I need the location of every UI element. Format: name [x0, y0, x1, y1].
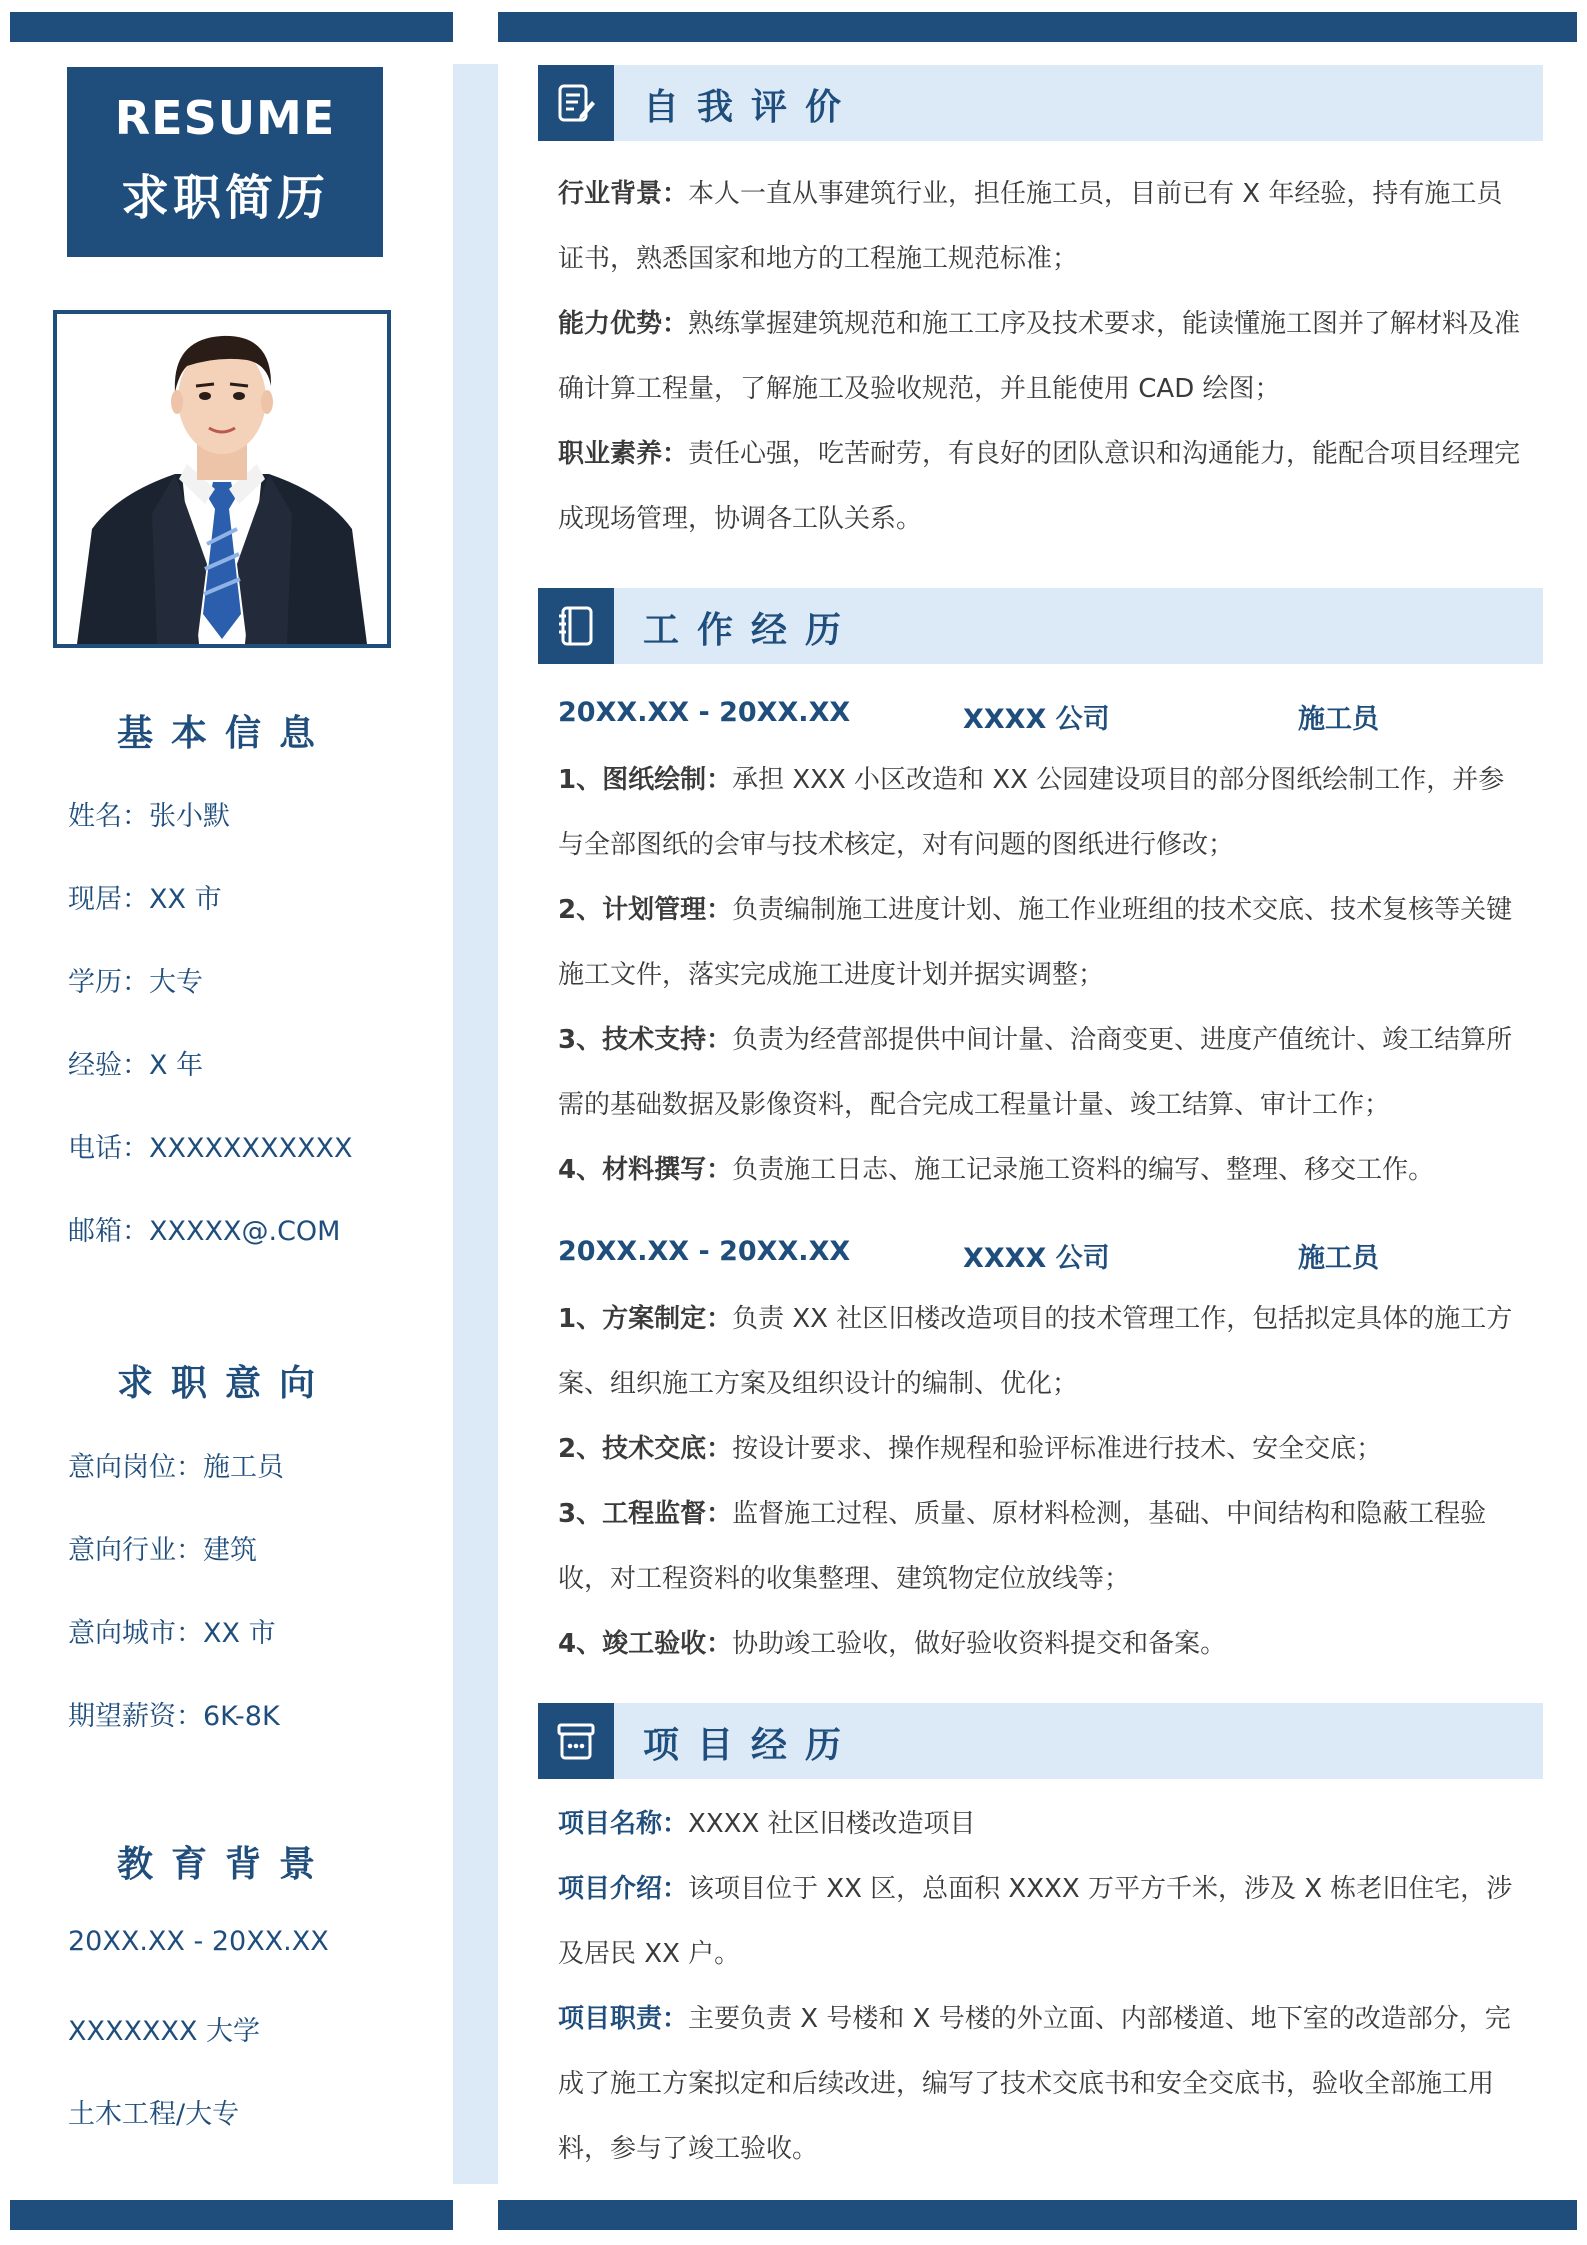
job-duty-text: 负责施工日志、施工记录施工资料的编写、整理、移交工作。	[732, 1155, 1435, 1185]
work-title: 工作经历	[643, 610, 860, 651]
intent-city: 意向城市：XX 市	[68, 1618, 276, 1649]
self-eval-text: 本人一直从事建筑行业，担任施工员，目前已有 X 年经验，持有施工员证书，熟悉国家和地方的工程施工规范标准；	[558, 179, 1503, 274]
job-header	[558, 697, 1528, 737]
job-date: 20XX.XX - 20XX.XX	[558, 697, 851, 728]
project-label: 项目职责：	[558, 2004, 689, 2034]
job-duty-text: 负责编制施工进度计划、施工作业班组的技术交底、技术复核等关键施工文件，落实完成施工进度计划并据实调整；	[558, 895, 1513, 990]
job-duty-item	[558, 1138, 1528, 1203]
job-company: XXXX 公司	[963, 704, 1110, 735]
self-eval-text: 熟练掌握建筑规范和施工工序及技术要求，能读懂施工图并了解材料及准确计算工程量，了解施工及验收规范，并且能使用 CAD 绘图；	[558, 309, 1521, 404]
job-duty-text: 负责 XX 社区旧楼改造项目的技术管理工作，包括拟定具体的施工方案、组织施工方案及组织设计的编制、优化；	[558, 1304, 1513, 1399]
basic-experience: 经验：X 年	[68, 1050, 204, 1081]
edit-note-icon	[538, 65, 614, 141]
job-duty-item	[558, 1008, 1528, 1138]
intent-position: 意向岗位：施工员	[68, 1452, 284, 1483]
self-eval-header	[538, 65, 1543, 141]
job-duty-label: 2、技术交底：	[558, 1434, 733, 1464]
job-duty-label: 1、图纸绘制：	[558, 765, 733, 795]
job-intent-heading: 求职意向	[116, 1363, 333, 1404]
job-duty-label: 4、材料撰写：	[558, 1155, 733, 1185]
job-header	[558, 1236, 1528, 1276]
basic-email: 邮箱：XXXXX@.COM	[68, 1216, 341, 1247]
divider-column	[453, 64, 498, 2184]
avatar	[53, 310, 391, 648]
self-eval-label: 行业背景：	[558, 179, 689, 209]
job-role: 施工员	[1298, 704, 1379, 735]
project-header	[538, 1703, 1543, 1779]
job-duty-item	[558, 1417, 1528, 1482]
basic-education: 学历：大专	[68, 967, 203, 998]
self-eval-title: 自我评价	[643, 87, 860, 128]
basic-info-heading: 基本信息	[116, 713, 333, 754]
top-bar-left	[10, 12, 453, 42]
project-item	[558, 1857, 1528, 1987]
edu-school: XXXXXXX 大学	[68, 2016, 261, 2047]
edu-date: 20XX.XX - 20XX.XX	[68, 1926, 329, 1957]
self-eval-label: 职业素养：	[558, 439, 689, 469]
job-duty-item	[558, 878, 1528, 1008]
job-duty-item	[558, 1612, 1528, 1677]
job-duty-item	[558, 1482, 1528, 1612]
resume-title-en: RESUME	[114, 91, 336, 145]
project-item	[558, 1987, 1528, 2182]
self-eval-item	[558, 422, 1528, 552]
job-duty-label: 4、竣工验收：	[558, 1629, 733, 1659]
project-title: 项目经历	[643, 1725, 860, 1766]
project-text: 主要负责 X 号楼和 X 号楼的外立面、内部楼道、地下室的改造部分，完成了施工方案拟定和后续改进，编写了技术交底书和安全交底书，验收全部施工用料，参与了竣工验收。	[558, 2004, 1511, 2164]
project-label: 项目介绍：	[558, 1874, 689, 1904]
job-duty-label: 3、工程监督：	[558, 1499, 733, 1529]
bottom-bar-right	[498, 2200, 1577, 2230]
job-duty-label: 2、计划管理：	[558, 895, 733, 925]
job-duty-text: 按设计要求、操作规程和验评标准进行技术、安全交底；	[732, 1434, 1383, 1464]
job-duty-text: 负责为经营部提供中间计量、洽商变更、进度产值统计、竣工结算所需的基础数据及影像资料，配合完成工程量计量、竣工结算、审计工作；	[558, 1025, 1513, 1120]
project-text: XXXX 社区旧楼改造项目	[688, 1809, 976, 1839]
job-duty-text: 协助竣工验收，做好验收资料提交和备案。	[732, 1629, 1227, 1659]
resume-title-box	[67, 67, 383, 257]
self-eval-text: 责任心强，吃苦耐劳，有良好的团队意识和沟通能力，能配合项目经理完成现场管理，协调各工队关系。	[558, 439, 1521, 534]
basic-residence: 现居：XX 市	[68, 884, 222, 915]
education-heading: 教育背景	[116, 1844, 333, 1885]
job-duty-item	[558, 1287, 1528, 1417]
edu-major: 土木工程/大专	[68, 2099, 240, 2130]
self-eval-item	[558, 162, 1528, 292]
resume-title-cn: 求职简历	[120, 170, 329, 226]
project-label: 项目名称：	[558, 1809, 689, 1839]
job-duty-label: 3、技术支持：	[558, 1025, 733, 1055]
archive-box-icon	[538, 1703, 614, 1779]
job-date: 20XX.XX - 20XX.XX	[558, 1236, 851, 1267]
self-eval-label: 能力优势：	[558, 309, 689, 339]
job-duty-label: 1、方案制定：	[558, 1304, 733, 1334]
intent-salary: 期望薪资：6K-8K	[68, 1701, 280, 1732]
self-eval-item	[558, 292, 1528, 422]
job-duty-item	[558, 748, 1528, 878]
project-item	[558, 1792, 1528, 1857]
job-role: 施工员	[1298, 1243, 1379, 1274]
basic-phone: 电话：XXXXXXXXXXX	[68, 1133, 353, 1164]
job-duty-text: 监督施工过程、质量、原材料检测，基础、中间结构和隐蔽工程验收，对工程资料的收集整理、建筑物定位放线等；	[558, 1499, 1487, 1594]
intent-industry: 意向行业：建筑	[68, 1535, 257, 1566]
project-text: 该项目位于 XX 区，总面积 XXXX 万平方千米，涉及 X 栋老旧住宅，涉及居民 XX 户。	[558, 1874, 1513, 1969]
job-company: XXXX 公司	[963, 1243, 1110, 1274]
avatar-illustration	[57, 314, 387, 644]
bottom-bar-left	[10, 2200, 453, 2230]
job-duty-text: 承担 XXX 小区改造和 XX 公园建设项目的部分图纸绘制工作，并参与全部图纸的会审与技术核定，对有问题的图纸进行修改；	[558, 765, 1505, 860]
basic-name: 姓名：张小默	[68, 801, 230, 832]
top-bar-right	[498, 12, 1577, 42]
work-header	[538, 588, 1543, 664]
notebook-icon	[538, 588, 614, 664]
